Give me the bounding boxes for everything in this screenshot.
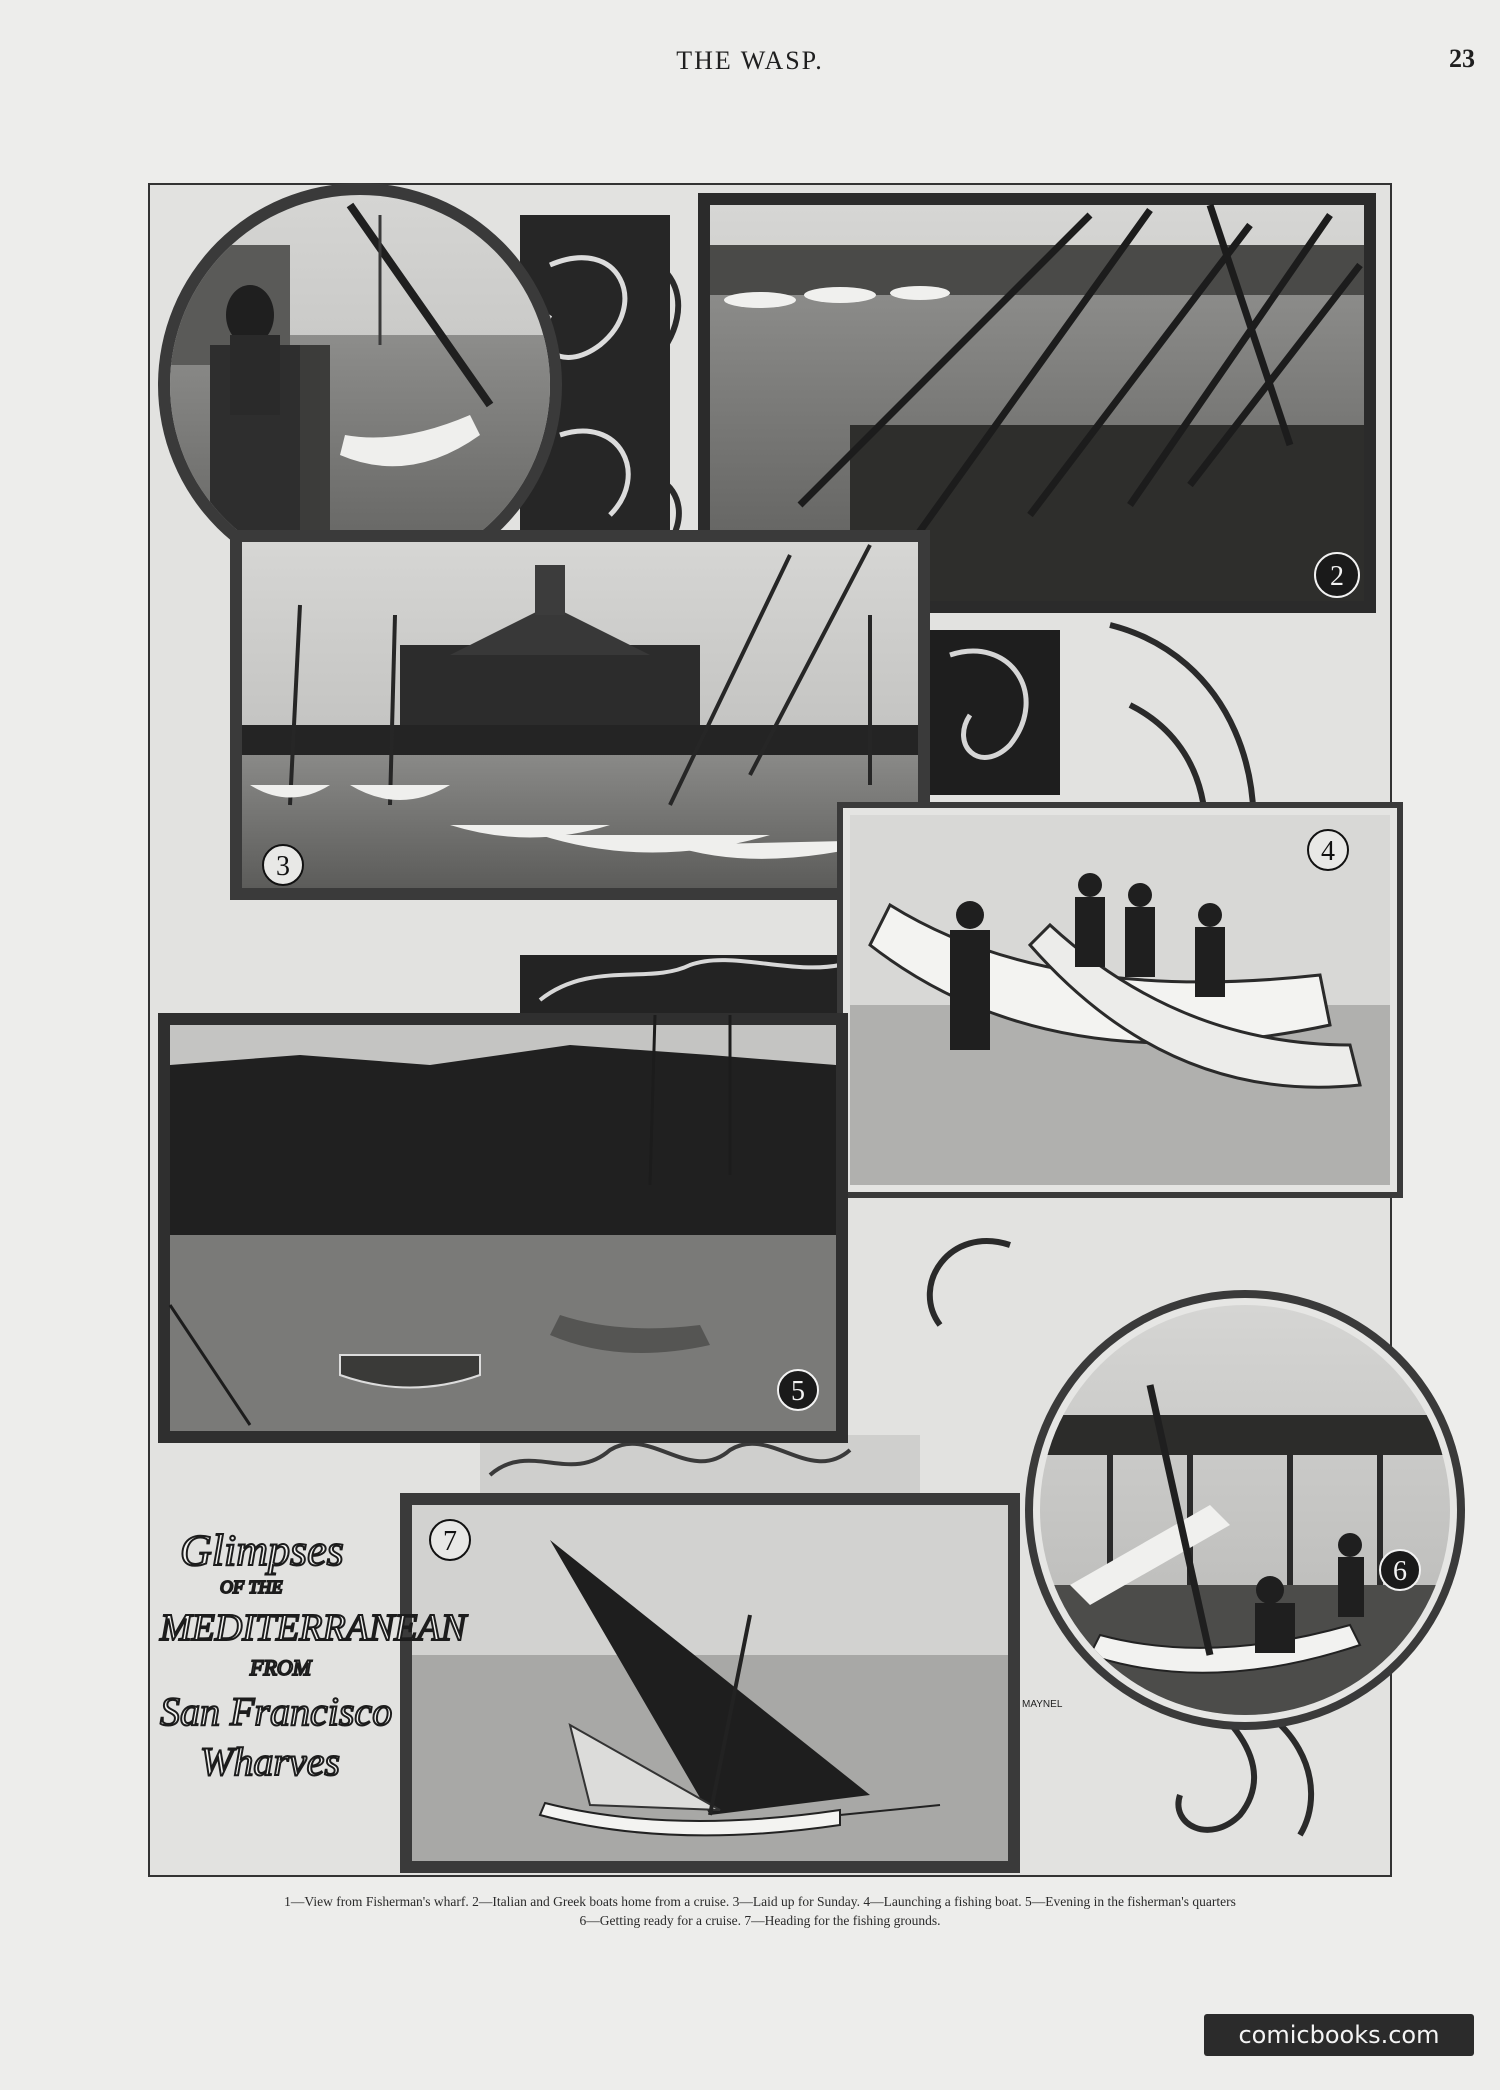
caption-line-2: 6—Getting ready for a cruise. 7—Heading for the fishing grounds. — [579, 1913, 941, 1928]
photo-5-evening-quarters — [158, 1013, 848, 1443]
svg-text:San Francisco: San Francisco — [160, 1689, 393, 1734]
photo-2-number: 2 — [1330, 561, 1344, 592]
photo-4-launching-boat — [840, 805, 1400, 1195]
artist-signature: MAYNEL — [1022, 1699, 1063, 1710]
watermark: comicbooks.com — [1204, 2014, 1474, 2056]
photo-collage — [150, 185, 1407, 1875]
photo-7-number: 7 — [443, 1526, 457, 1557]
caption-line-1: 1—View from Fisherman's wharf. 2—Italian and Greek boats home from a cruise. 3—Laid up for Sunday. 4—Launching a fishing boat. 5—Evening in the fisherman's quarters — [284, 1894, 1236, 1909]
svg-text:MEDITERRANEAN: MEDITERRANEAN — [160, 1607, 467, 1649]
svg-text:Wharves: Wharves — [200, 1739, 340, 1784]
page-number: 23 — [1449, 44, 1475, 73]
svg-text:FROM: FROM — [250, 1655, 312, 1680]
photo-7-heading-to-grounds — [400, 1493, 1020, 1873]
photo-6-getting-ready — [1025, 1290, 1465, 1730]
ornament-band — [480, 1435, 920, 1495]
svg-text:OF THE: OF THE — [220, 1577, 283, 1597]
photo-6-number: 6 — [1393, 1556, 1407, 1587]
photo-5-number: 5 — [791, 1376, 805, 1407]
photo-3-number: 3 — [276, 851, 290, 882]
photo-plate — [148, 183, 1407, 1877]
running-title: THE WASP. — [676, 46, 824, 75]
svg-text:Glimpses: Glimpses — [180, 1526, 344, 1575]
caption-block — [140, 1892, 1380, 1930]
photo-4-number: 4 — [1321, 836, 1335, 867]
photo-3-laid-up-for-sunday — [230, 530, 930, 900]
page-header — [0, 42, 1500, 82]
